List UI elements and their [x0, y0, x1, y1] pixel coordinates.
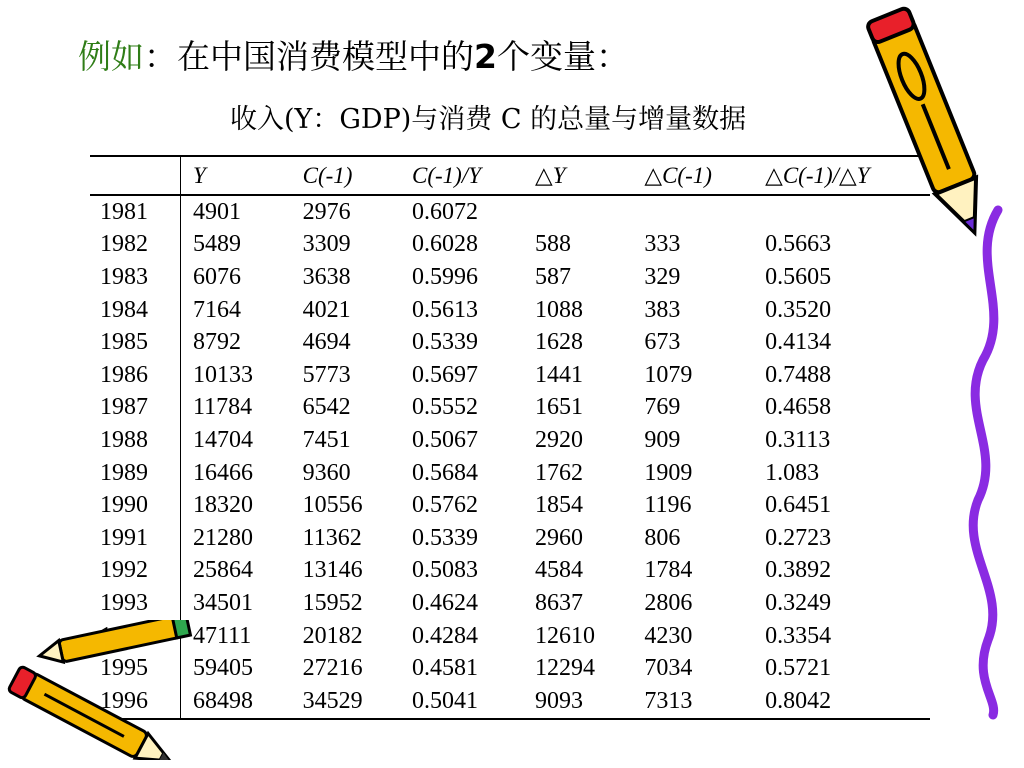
cell-c-lag: 5773	[302, 361, 351, 388]
cell-year: 1988	[90, 424, 181, 457]
cell-c-lag: 4694	[302, 329, 351, 356]
cell-year: 1991	[90, 522, 181, 555]
table-row	[90, 587, 930, 620]
cell-delta-c-lag: 1196	[644, 492, 692, 519]
table-header-row	[90, 156, 930, 195]
title-text-end: 个变量：	[496, 37, 629, 76]
cell-delta-ratio: 0.7488	[765, 361, 832, 388]
cell-delta-y: 2960	[535, 524, 584, 551]
cell-c-lag: 7451	[302, 426, 351, 453]
cell-y: 5489	[193, 231, 241, 258]
cell-delta-ratio: 0.3520	[765, 296, 832, 323]
header-y: Y	[181, 156, 291, 195]
cell-c-lag-ratio: 0.5067	[411, 426, 478, 453]
cell-delta-c-lag: 2806	[644, 589, 693, 616]
data-table	[90, 155, 930, 720]
table-row	[90, 457, 930, 490]
cell-year: 1990	[90, 489, 181, 522]
header-year	[90, 156, 181, 195]
cell-delta-c-lag: 806	[644, 524, 681, 551]
cell-y: 34501	[193, 589, 253, 616]
cell-year: 1985	[90, 326, 181, 359]
cell-delta-ratio: 0.3249	[765, 589, 832, 616]
table-caption: 收入(Y：GDP)与消费 C 的总量与增量数据	[230, 104, 747, 135]
cell-c-lag: 11362	[302, 524, 362, 551]
cell-delta-c-lag	[632, 195, 753, 229]
cell-delta-ratio: 0.5663	[765, 231, 832, 258]
cell-delta-y: 2920	[535, 426, 584, 453]
cell-y: 14704	[193, 426, 253, 453]
table-row	[90, 392, 930, 425]
cell-delta-y: 9093	[523, 685, 632, 719]
table-row	[90, 620, 930, 653]
cell-delta-y	[523, 195, 632, 229]
cell-delta-y: 4584	[535, 557, 584, 584]
cell-y: 21280	[193, 524, 253, 551]
cell-c-lag-ratio: 0.5339	[411, 329, 478, 356]
cell-delta-y: 1628	[535, 329, 584, 356]
cell-c-lag-ratio: 0.5041	[400, 685, 523, 719]
cell-year: 1992	[90, 555, 181, 588]
table-row	[90, 326, 930, 359]
cell-c-lag: 27216	[302, 655, 363, 682]
cell-year: 1983	[90, 261, 181, 294]
cell-delta-y: 8637	[535, 589, 584, 616]
cell-y: 59405	[193, 655, 253, 682]
cell-c-lag: 15952	[302, 589, 363, 616]
cell-y: 16466	[193, 459, 253, 486]
cell-c-lag: 4021	[302, 296, 351, 323]
cell-y: 4901	[193, 198, 241, 225]
cell-y: 18320	[193, 492, 253, 519]
cell-delta-ratio: 1.083	[765, 459, 820, 486]
cell-delta-c-lag: 1784	[644, 557, 693, 584]
cell-c-lag: 9360	[302, 459, 351, 486]
cell-delta-ratio: 0.3892	[765, 557, 832, 584]
header-delta-c-lag: △C(-1)	[632, 156, 753, 195]
table-row	[90, 555, 930, 588]
cell-delta-ratio: 0.2723	[765, 524, 832, 551]
cell-delta-y: 1854	[535, 492, 584, 519]
cell-delta-c-lag: 7313	[632, 685, 753, 719]
cell-c-lag-ratio: 0.5684	[411, 459, 478, 486]
title-text: ：在中国消费模型中的	[144, 37, 474, 76]
cell-delta-c-lag: 1909	[644, 459, 693, 486]
table-row	[90, 522, 930, 555]
cell-c-lag-ratio: 0.5613	[411, 296, 478, 323]
slide-title	[78, 37, 629, 76]
cell-c-lag-ratio: 0.5762	[411, 492, 478, 519]
cell-year: 1984	[90, 294, 181, 327]
cell-delta-ratio: 0.8042	[753, 685, 930, 719]
cell-delta-ratio: 0.4658	[765, 394, 832, 421]
cell-y: 68498	[181, 685, 291, 719]
cell-delta-ratio: 0.5605	[765, 263, 832, 290]
cell-delta-c-lag: 7034	[644, 655, 693, 682]
cell-y: 8792	[193, 329, 241, 356]
cell-c-lag-ratio: 0.5697	[411, 361, 478, 388]
cell-year: 1995	[90, 652, 181, 685]
cell-y: 25864	[193, 557, 253, 584]
table-row	[90, 195, 930, 229]
header-delta-y: △Y	[523, 156, 632, 195]
cell-c-lag: 34529	[291, 685, 400, 719]
cell-year: 1981	[90, 195, 181, 229]
table-row	[90, 261, 930, 294]
cell-delta-ratio: 0.5721	[765, 655, 832, 682]
cell-delta-c-lag: 333	[644, 231, 681, 258]
cell-delta-c-lag: 909	[644, 426, 681, 453]
header-delta-ratio: △C(-1)/△Y	[753, 156, 930, 195]
table-row	[90, 489, 930, 522]
header-c-lag: C(-1)	[291, 156, 400, 195]
cell-year: 1987	[90, 392, 181, 425]
header-c-lag-ratio: C(-1)/Y	[400, 156, 523, 195]
squiggle-decoration	[958, 200, 1018, 720]
cell-delta-c-lag: 383	[644, 296, 681, 323]
cell-c-lag-ratio: 0.4624	[411, 589, 478, 616]
cell-y: 10133	[193, 361, 253, 388]
cell-c-lag: 2976	[302, 198, 351, 225]
cell-c-lag-ratio: 0.6072	[411, 198, 478, 225]
cell-c-lag: 3309	[302, 231, 351, 258]
cell-delta-c-lag: 673	[644, 329, 681, 356]
cell-y: 6076	[193, 263, 241, 290]
cell-delta-y: 12610	[535, 622, 596, 649]
cell-c-lag: 3638	[302, 263, 351, 290]
cell-delta-y: 1651	[535, 394, 584, 421]
table-row	[90, 294, 930, 327]
cell-c-lag-ratio: 0.6028	[411, 231, 478, 258]
table-row	[90, 424, 930, 457]
cell-c-lag: 6542	[302, 394, 351, 421]
cell-y: 11784	[193, 394, 253, 421]
cell-delta-c-lag: 769	[644, 394, 681, 421]
cell-y: 7164	[193, 296, 241, 323]
cell-c-lag-ratio: 0.4284	[411, 622, 478, 649]
cell-year: 1986	[90, 359, 181, 392]
cell-delta-c-lag: 4230	[644, 622, 693, 649]
cell-c-lag: 13146	[302, 557, 363, 584]
crossed-pencils-icon	[0, 620, 210, 760]
cell-c-lag: 10556	[302, 492, 363, 519]
cell-year: 1989	[90, 457, 181, 490]
table-row	[90, 359, 930, 392]
cell-delta-ratio: 0.6451	[765, 492, 832, 519]
cell-c-lag-ratio: 0.5996	[411, 263, 478, 290]
cell-delta-y: 1441	[535, 361, 584, 388]
cell-delta-ratio: 0.4134	[765, 329, 832, 356]
cell-delta-y: 587	[535, 263, 572, 290]
table-row	[90, 652, 930, 685]
cell-year: 1993	[90, 587, 181, 620]
table-row	[90, 229, 930, 262]
cell-y: 47111	[193, 622, 252, 649]
cell-c-lag-ratio: 0.4581	[411, 655, 478, 682]
cell-delta-y: 588	[535, 231, 572, 258]
cell-delta-ratio: 0.3113	[765, 426, 831, 453]
cell-delta-y: 1088	[535, 296, 584, 323]
cell-delta-c-lag: 1079	[644, 361, 693, 388]
cell-c-lag-ratio: 0.5083	[411, 557, 478, 584]
title-number: 2	[474, 37, 497, 76]
cell-delta-y: 1762	[535, 459, 584, 486]
cell-year: 1996	[90, 685, 181, 719]
table-row	[90, 685, 930, 719]
cell-c-lag: 20182	[302, 622, 363, 649]
cell-delta-c-lag: 329	[644, 263, 681, 290]
cell-year: 1982	[90, 229, 181, 262]
title-lead: 例如	[78, 37, 144, 76]
cell-c-lag-ratio: 0.5552	[411, 394, 478, 421]
cell-delta-ratio: 0.3354	[765, 622, 832, 649]
cell-delta-y: 12294	[535, 655, 596, 682]
cell-c-lag-ratio: 0.5339	[411, 524, 478, 551]
